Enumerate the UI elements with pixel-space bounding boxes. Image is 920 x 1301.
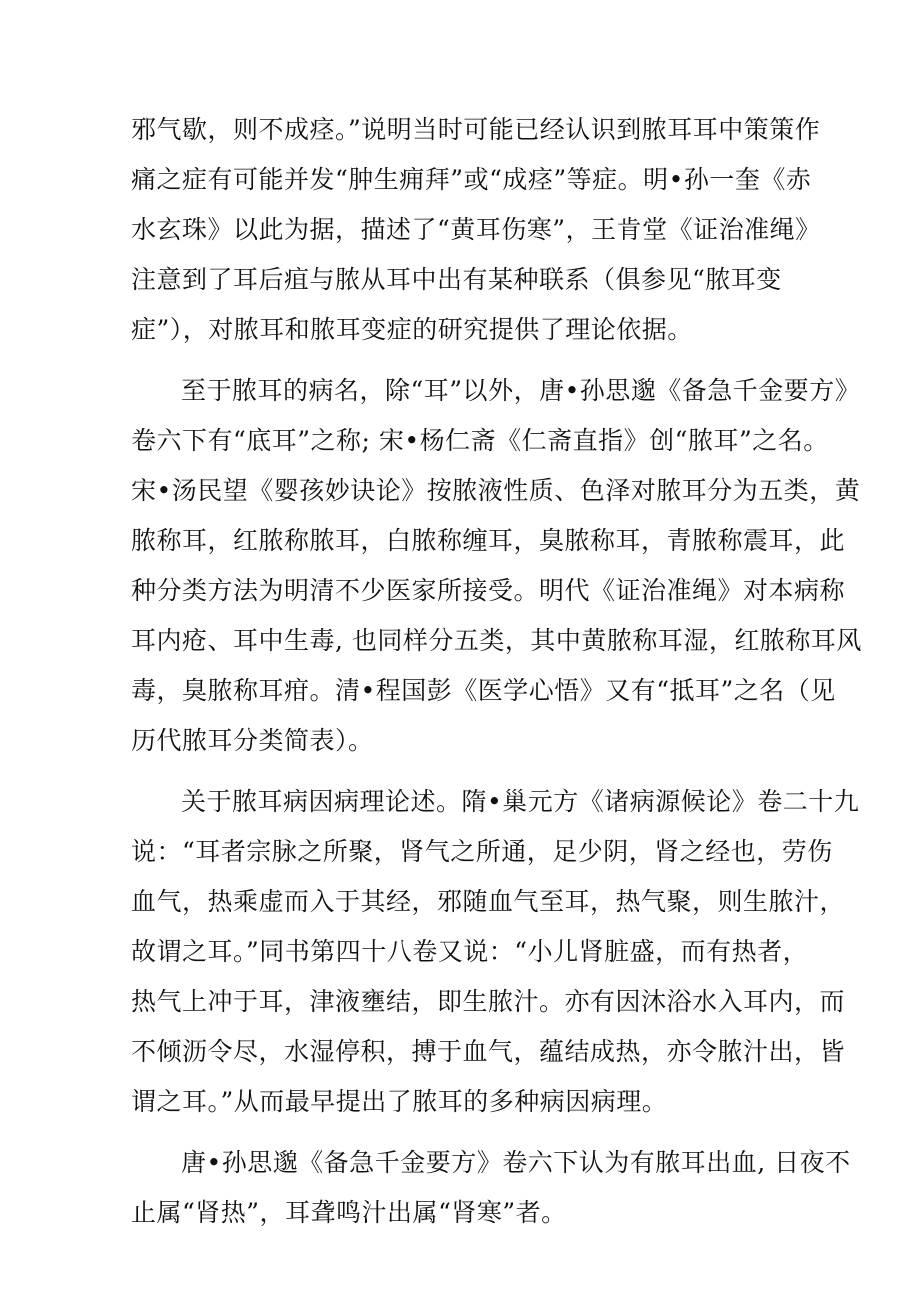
text-line: 毒，臭脓称耳疳。清•程国彭《医学心悟》又有“抵耳”之名（见 <box>131 676 836 705</box>
text-line: 注意到了耳后疽与脓从耳中出有某种联系（俱参见“脓耳变 <box>131 265 782 294</box>
paragraph-first-line: 唐•孙思邈《备急千金要方》卷六下认为有脓耳出血, 日夜不 <box>181 1148 851 1177</box>
text-line: 说：“耳者宗脉之所聚，肾气之所通，足少阴，肾之经也，劳伤 <box>131 837 833 866</box>
text-line: 故谓之耳。”同书第四十八卷又说：“小儿肾脏盛，而有热者， <box>131 937 809 966</box>
text-line: 邪气歇，则不成痉。”说明当时可能已经认识到脓耳耳中策策作 <box>131 115 821 144</box>
text-line: 水玄珠》以此为据，描述了“黄耳伤寒”，王肯堂《证治准绳》 <box>131 215 821 244</box>
text-line: 止属“肾热”，耳聋鸣汁出属“肾寒”者。 <box>131 1198 567 1227</box>
text-line: 谓之耳。”从而最早提出了脓耳的多种病因病理。 <box>131 1087 668 1116</box>
text-line: 热气上冲于耳，津液壅结，即生脓汁。亦有因沐浴水入耳内，而 <box>131 987 846 1016</box>
text-line: 症”），对脓耳和脓耳变症的研究提供了理论依据。 <box>131 315 693 344</box>
text-line: 宋•汤民望《婴孩妙诀论》按脓液性质、色泽对脓耳分为五类，黄 <box>131 476 861 505</box>
text-line: 血气，热乘虚而入于其经，邪随血气至耳，热气聚，则生脓汁， <box>131 887 846 916</box>
text-line: 不倾沥令尽，水湿停积，搏于血气，蕴结成热，亦令脓汁出，皆 <box>131 1037 846 1066</box>
paragraph-first-line: 关于脓耳病因病理论述。隋•巢元方《诸病源候论》卷二十九 <box>181 787 860 816</box>
text-line: 耳内疮、耳中生毒, 也同样分五类，其中黄脓称耳湿，红脓称耳风 <box>131 626 862 655</box>
paragraph-first-line: 至于脓耳的病名，除“耳”以外，唐•孙思邈《备急千金要方》 <box>181 376 861 405</box>
text-line: 历代脓耳分类简表）。 <box>131 726 374 755</box>
text-line: 痛之症有可能并发“肿生痈拜”或“成痉”等症。明•孙一奎《赤 <box>131 165 812 194</box>
text-line: 卷六下有“底耳”之称; 宋•杨仁斋《仁斋直指》创“脓耳”之名。 <box>131 426 829 455</box>
text-line: 脓称耳，红脓称脓耳，白脓称缠耳，臭脓称耳，青脓称震耳，此 <box>131 526 846 555</box>
text-line: 种分类方法为明清不少医家所接受。明代《证治准绳》对本病称 <box>131 576 846 605</box>
